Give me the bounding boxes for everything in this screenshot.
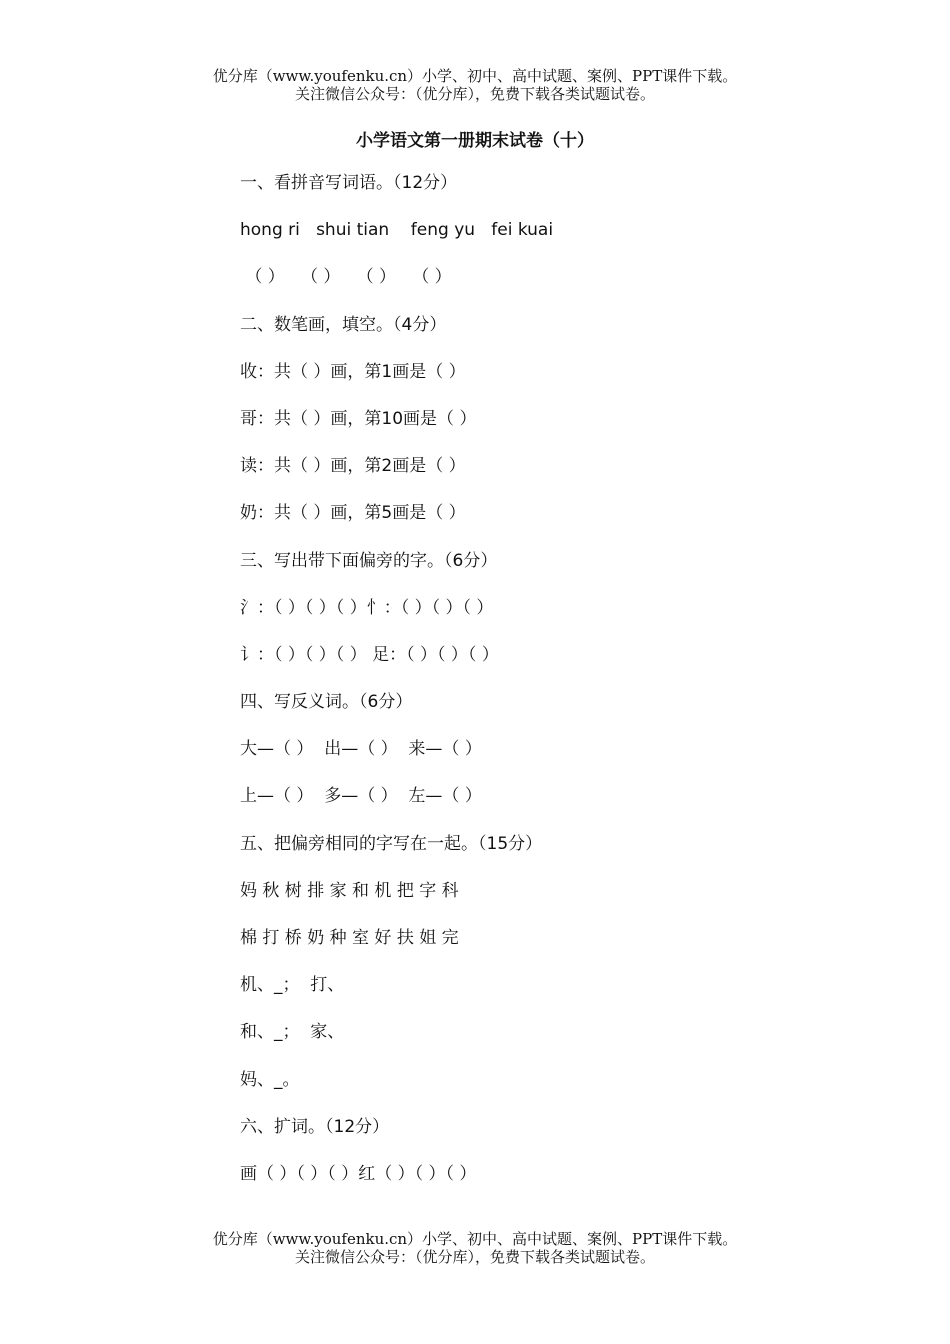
pinyin-line: hong ri shui tian feng yu fei kuai — [240, 220, 554, 241]
radical-item: 讠：（ ）（ ）（ ） 足：（ ）（ ）（ ） — [240, 644, 499, 665]
footer-line-1: 优分库（www.youfenku.cn）小学、初中、高中试题、案例、PPT课件下载。 — [212, 1230, 738, 1248]
group-line: 机、_； 打、 — [240, 975, 345, 996]
character-list: 妈 秋 树 排 家 和 机 把 字 科 — [240, 880, 459, 901]
antonym-item: 上—（ ） 多—（ ） 左—（ ） — [240, 786, 482, 807]
stroke-item: 收：共（ ）画，第1画是（ ） — [240, 361, 466, 382]
stroke-item: 读：共（ ）画，第2画是（ ） — [240, 456, 466, 477]
section-2-heading: 二、数笔画，填空。（4分） — [240, 314, 447, 335]
group-line: 妈、_。 — [240, 1069, 300, 1090]
section-3-heading: 三、写出带下面偏旁的字。（6分） — [240, 550, 498, 571]
stroke-item: 奶：共（ ）画，第5画是（ ） — [240, 503, 466, 524]
stroke-item: 哥：共（ ）画，第10画是（ ） — [240, 408, 477, 429]
section-4-heading: 四、写反义词。（6分） — [240, 692, 413, 713]
page-footer — [0, 1230, 950, 1266]
radical-item: 氵：（ ）（ ）（ ）忄：（ ）（ ）（ ） — [240, 597, 494, 618]
section-6-heading: 六、扩词。（12分） — [240, 1116, 390, 1137]
section-1-heading: 一、看拼音写词语。（12分） — [240, 173, 458, 193]
group-line: 和、_； 家、 — [240, 1022, 345, 1043]
footer-line-2: 关注微信公众号：（优分库），免费下载各类试题试卷。 — [294, 1248, 655, 1266]
exam-content — [240, 171, 890, 1209]
page-header — [0, 67, 950, 103]
answer-blanks-line: （ ） （ ） （ ） （ ） — [240, 267, 452, 288]
character-list: 棉 打 桥 奶 种 室 好 扶 姐 完 — [240, 928, 459, 948]
page-title: 小学语文第一册期末试卷（十） — [356, 131, 594, 151]
section-5-heading: 五、把偏旁相同的字写在一起。（15分） — [240, 833, 543, 854]
antonym-item: 大—（ ） 出—（ ） 来—（ ） — [240, 739, 482, 760]
expand-word-item: 画（ ）（ ）（ ）红（ ）（ ）（ ） — [240, 1163, 477, 1184]
header-line-2: 关注微信公众号：（优分库），免费下载各类试题试卷。 — [294, 85, 655, 103]
header-line-1: 优分库（www.youfenku.cn）小学、初中、高中试题、案例、PPT课件下载。 — [212, 67, 738, 85]
